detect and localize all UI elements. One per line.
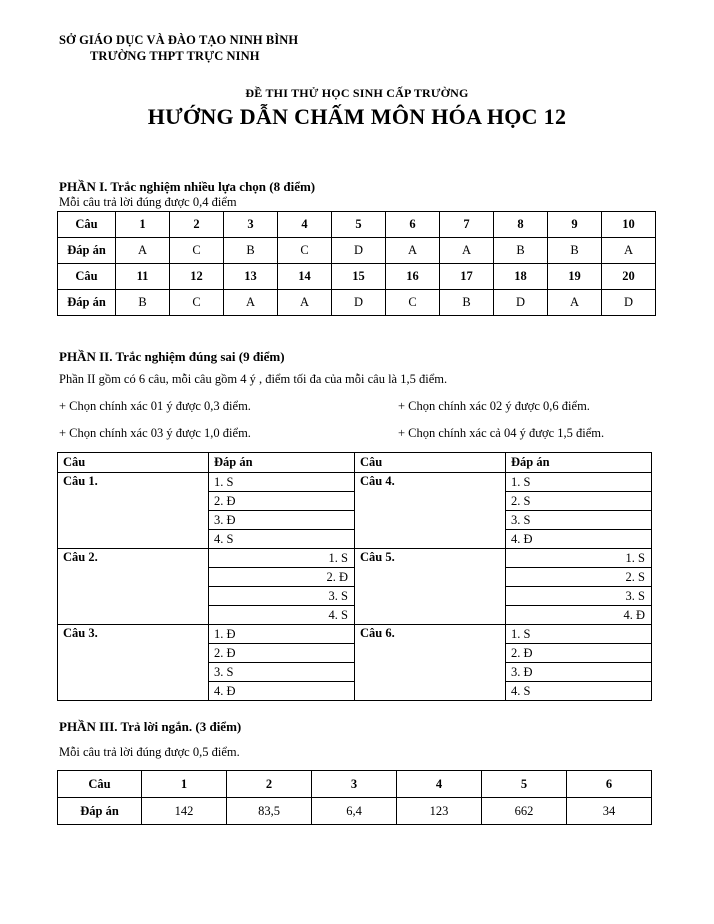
part1-question-row [58,212,656,238]
answer-value: B [494,238,548,264]
row-label: Đáp án [58,798,142,825]
answer-value: A [440,238,494,264]
part2-answer-cell: 3. Đ [506,663,652,682]
answer-value: A [548,290,602,316]
row-label: Đáp án [58,238,116,264]
part2-header-row [58,453,652,473]
answer-value: A [116,238,170,264]
question-number: 1 [142,771,227,798]
document-title-block [0,85,714,131]
answer-value: A [602,238,656,264]
answer-value: B [116,290,170,316]
question-number: 5 [332,212,386,238]
answer-value: D [602,290,656,316]
part2-question-label: Câu 5. [355,549,506,625]
answer-value: A [386,238,440,264]
part2-answer-row [58,549,652,568]
answer-value: 34 [567,798,652,825]
part2-question-label: Câu 1. [58,473,209,549]
answer-value: B [440,290,494,316]
part3-answer-row [58,798,652,825]
part2-question-label: Câu 3. [58,625,209,701]
part2-answer-cell: 4. Đ [506,530,652,549]
part2-answer-cell: 2. Đ [209,568,355,587]
school-name: TRƯỜNG THPT TRỰC NINH [90,49,260,63]
answer-value: D [494,290,548,316]
answer-value: C [170,290,224,316]
part2-answer-cell: 1. S [209,473,355,492]
department-name: SỞ GIÁO DỤC VÀ ĐÀO TẠO NINH BÌNH [59,33,299,47]
question-number: 14 [278,264,332,290]
part2-answer-cell: 2. Đ [506,644,652,663]
exam-kind-label: ĐỀ THI THỬ HỌC SINH CẤP TRƯỜNG [245,86,469,100]
part1-heading: PHẦN I. Trắc nghiệm nhiều lựa chọn (8 điểm) [59,179,316,194]
question-number: 6 [567,771,652,798]
part2-scoring-2: + Chọn chính xác 02 ý được 0,6 điểm. [398,399,590,413]
question-number: 20 [602,264,656,290]
answer-value: D [332,290,386,316]
question-number: 18 [494,264,548,290]
part2-answer-cell: 4. S [506,682,652,701]
part2-answer-cell: 2. S [506,492,652,511]
question-number: 9 [548,212,602,238]
answer-value: 83,5 [227,798,312,825]
part2-note: Phần II gồm có 6 câu, mỗi câu gồm 4 ý , điểm tối đa của mỗi câu là 1,5 điểm. [59,372,448,386]
column-header-question: Câu [355,453,506,473]
question-number: 2 [170,212,224,238]
question-number: 10 [602,212,656,238]
part2-answer-cell: 3. Đ [209,511,355,530]
question-number: 3 [312,771,397,798]
answer-value: 6,4 [312,798,397,825]
part2-answer-row [58,625,652,644]
answer-value: 142 [142,798,227,825]
part2-question-label: Câu 2. [58,549,209,625]
question-number: 1 [116,212,170,238]
part2-answer-cell: 4. S [209,530,355,549]
question-number: 8 [494,212,548,238]
part2-heading: PHẦN II. Trắc nghiệm đúng sai (9 điểm) [59,349,285,364]
question-number: 16 [386,264,440,290]
part2-answer-cell: 2. Đ [209,492,355,511]
answer-value: C [386,290,440,316]
answer-value: B [224,238,278,264]
part1-question-row [58,264,656,290]
part1-answer-row [58,238,656,264]
question-number: 17 [440,264,494,290]
document-header [0,32,714,64]
question-number: 11 [116,264,170,290]
answer-value: 662 [482,798,567,825]
part1-answer-row [58,290,656,316]
question-number: 15 [332,264,386,290]
answer-value: A [278,290,332,316]
part2-answer-cell: 4. Đ [506,606,652,625]
part2-question-label: Câu 4. [355,473,506,549]
part3-heading: PHẦN III. Trả lời ngắn. (3 điểm) [59,719,242,734]
row-label: Đáp án [58,290,116,316]
part3-answer-table [57,770,652,825]
part2-answer-cell: 1. Đ [209,625,355,644]
part1-note: Mỗi câu trả lời đúng được 0,4 điểm [59,195,237,209]
part1-answer-table [57,211,656,316]
answer-value: A [224,290,278,316]
part2-answer-table [57,452,652,701]
row-label: Câu [58,264,116,290]
part2-answer-cell: 4. S [209,606,355,625]
column-header-answer: Đáp án [506,453,652,473]
column-header-answer: Đáp án [209,453,355,473]
answer-value: B [548,238,602,264]
part2-answer-cell: 1. S [506,625,652,644]
part2-answer-cell: 1. S [506,549,652,568]
row-label: Câu [58,212,116,238]
part2-question-label: Câu 6. [355,625,506,701]
question-number: 6 [386,212,440,238]
part2-answer-row [58,473,652,492]
part3-question-row [58,771,652,798]
part2-answer-cell: 2. S [506,568,652,587]
answer-value: 123 [397,798,482,825]
row-label: Câu [58,771,142,798]
part3-note: Mỗi câu trả lời đúng được 0,5 điểm. [59,745,240,759]
question-number: 7 [440,212,494,238]
question-number: 13 [224,264,278,290]
question-number: 4 [397,771,482,798]
question-number: 3 [224,212,278,238]
part2-scoring-4: + Chọn chính xác cả 04 ý được 1,5 điểm. [398,426,605,440]
column-header-question: Câu [58,453,209,473]
part2-answer-cell: 3. S [209,587,355,606]
part2-answer-cell: 3. S [506,511,652,530]
question-number: 19 [548,264,602,290]
part2-answer-cell: 2. Đ [209,644,355,663]
part2-answer-cell: 1. S [506,473,652,492]
answer-value: D [332,238,386,264]
answer-value: C [170,238,224,264]
part2-scoring-3: + Chọn chính xác 03 ý được 1,0 điểm. [59,426,251,440]
page-title: HƯỚNG DẪN CHẤM MÔN HÓA HỌC 12 [147,104,567,129]
part2-answer-cell: 3. S [506,587,652,606]
answer-value: C [278,238,332,264]
question-number: 4 [278,212,332,238]
part2-scoring-1: + Chọn chính xác 01 ý được 0,3 điểm. [59,399,251,413]
question-number: 5 [482,771,567,798]
part2-answer-cell: 3. S [209,663,355,682]
part2-answer-cell: 1. S [209,549,355,568]
question-number: 2 [227,771,312,798]
part2-answer-cell: 4. Đ [209,682,355,701]
question-number: 12 [170,264,224,290]
